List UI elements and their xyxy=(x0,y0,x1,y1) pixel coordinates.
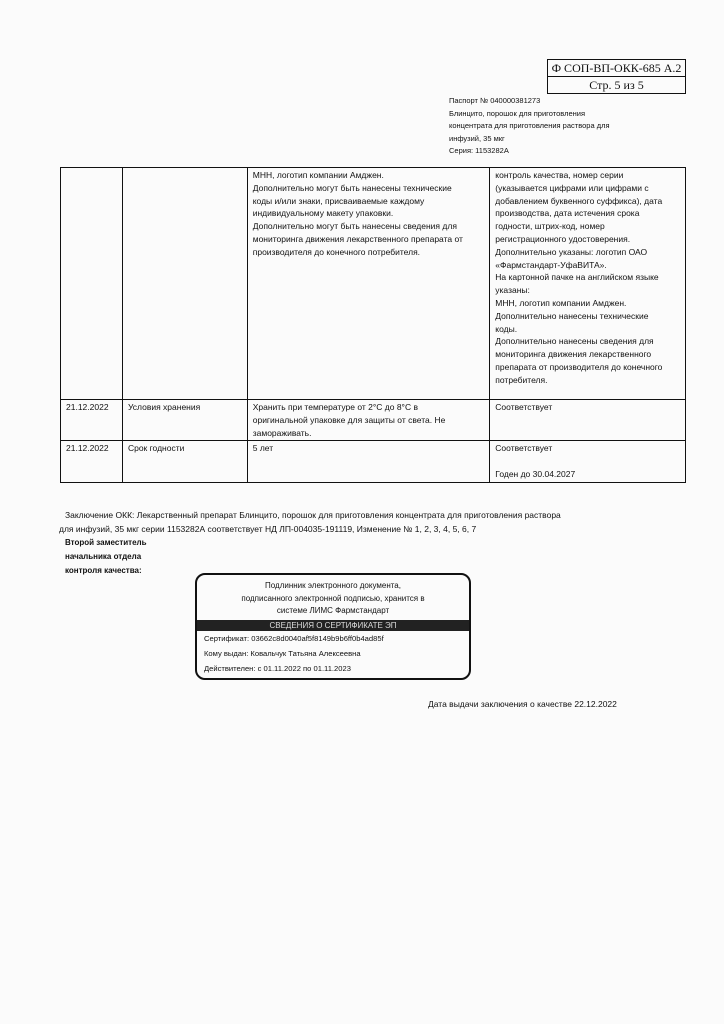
param-cell: Срок годности xyxy=(122,441,247,482)
issue-date: Дата выдачи заключения о качестве 22.12.2022 xyxy=(428,699,617,709)
certificate-owner: Кому выдан: Ковальчук Татьяна Алексеевна xyxy=(204,648,361,658)
product-line: концентрата для приготовления раствора для xyxy=(449,121,610,130)
param-cell: Условия хранения xyxy=(122,400,247,441)
product-line: инфузий, 35 мкг xyxy=(449,133,505,143)
stamp-text: системе ЛИМС Фармстандарт xyxy=(276,606,390,615)
series: Серия: 1153282А xyxy=(449,146,509,155)
date-cell: 21.12.2022 xyxy=(61,400,123,441)
spec-cell: 5 лет xyxy=(247,441,490,482)
result-cell: Соответствует xyxy=(490,400,686,441)
result-cell: контроль качества, номер серии (указывается цифрами или цифрами с добавлением буквенного суффикса), дата производства, дата истечения срока годности, штрих-код, номер регистрационного удостоверения. Дополнительно указаны: логотип ОАО «Фармстандарт-УфаВИТА». На картонной пачке на английском языке указаны: МНН, логотип компании Амджен. Дополнительно нанесены технические коды. Дополнительно нанесены сведения для мониторинга движения лекарственного препарата от производителя до конечного потребителя. xyxy=(490,168,686,400)
signer-title xyxy=(65,536,147,578)
certificate-id: Сертификат: 03662c8d0040af5f8149b9b6ff0b4ad85f xyxy=(204,633,384,643)
conclusion xyxy=(59,508,561,536)
product-line: Блинцито, порошок для приготовления xyxy=(449,108,586,118)
param-cell xyxy=(122,168,247,400)
date-cell: 21.12.2022 xyxy=(61,441,123,482)
signer-line: Второй заместитель xyxy=(65,538,147,547)
date-cell xyxy=(61,168,123,400)
result-cell: Соответствует Годен до 30.04.2027 xyxy=(490,441,686,482)
spec-cell: Хранить при температуре от 2°С до 8°С в оригинальной упаковке для защиты от света. Не замораживать. xyxy=(247,400,490,441)
form-code-box xyxy=(547,59,686,94)
signer-line: начальника отдела xyxy=(65,552,142,561)
spec-cell: МНН, логотип компании Амджен. Дополнительно могут быть нанесены технические коды и/или знаки, присваиваемые каждому индивидуальному макету упаковки. Дополнительно могут быть нанесены сведения для мониторинга движения лекарственного препарата от производителя до конечного потребителя. xyxy=(247,168,490,400)
e-signature-stamp xyxy=(195,573,471,680)
results-table xyxy=(60,167,686,483)
form-code: Ф СОП-ВП-ОКК-685 А.2 xyxy=(551,61,682,75)
conclusion-line: для инфузий, 35 мкг серии 1153282А соответствует НД ЛП-004035-191119, Изменение № 1, 2, 3, 4, 5, 6, 7 xyxy=(59,524,477,534)
stamp-header-bar: СВЕДЕНИЯ О СЕРТИФИКАТЕ ЭП xyxy=(197,620,469,631)
conclusion-line: Заключение ОКК: Лекарственный препарат Блинцито, порошок для приготовления концентрата для приготовления раствора xyxy=(65,510,561,520)
table-row xyxy=(61,400,686,441)
certificate-validity: Действителен: с 01.11.2022 по 01.11.2023 xyxy=(204,663,351,673)
signer-line: контроля качества: xyxy=(65,566,142,575)
passport-number: Паспорт № 040000381273 xyxy=(449,96,541,105)
stamp-text: Подлинник электронного документа, xyxy=(265,581,401,590)
page-number: Стр. 5 из 5 xyxy=(548,76,685,93)
stamp-text: подписанного электронной подписью, хранится в xyxy=(241,593,425,603)
table-row xyxy=(61,441,686,482)
passport-info xyxy=(449,95,610,158)
table-row xyxy=(61,168,686,400)
